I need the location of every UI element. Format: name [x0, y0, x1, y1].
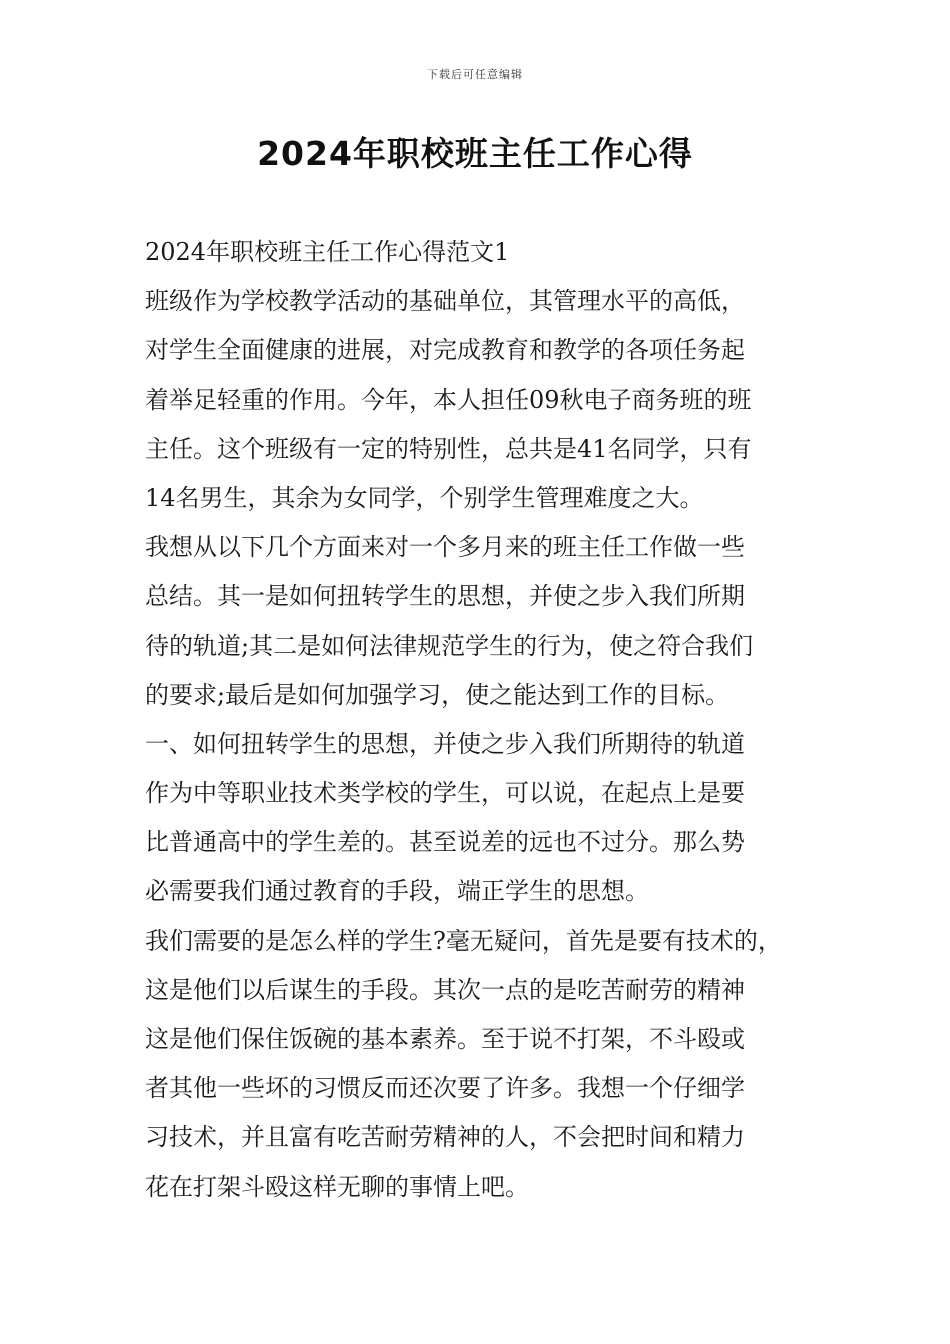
header-note: 下载后可任意编辑 [427, 68, 523, 81]
body-line: 班级作为学校教学活动的基础单位，其管理水平的高低， [145, 287, 745, 316]
body-line: 主任。这个班级有一定的特别性，总共是41名同学，只有 [145, 434, 752, 463]
body-line: 总结。其一是如何扭转学生的思想，并使之步入我们所期 [145, 582, 745, 611]
body-line: 我想从以下几个方面来对一个多月来的班主任工作做一些 [145, 533, 745, 562]
body-line: 这是他们以后谋生的手段。其次一点的是吃苦耐劳的精神 [145, 975, 745, 1004]
body-line: 着举足轻重的作用。今年，本人担任09秋电子商务班的班 [145, 385, 752, 414]
body-line: 这是他们保住饭碗的基本素养。至于说不打架，不斗殴或 [145, 1025, 745, 1053]
body-line: 花在打架斗殴这样无聊的事情上吧。 [145, 1172, 529, 1201]
body-line: 比普通高中的学生差的。甚至说差的远也不过分。那么势 [145, 828, 745, 857]
body-line: 必需要我们通过教育的手段，端正学生的思想。 [145, 877, 649, 906]
body-line: 对学生全面健康的进展，对完成教育和教学的各项任务起 [145, 336, 745, 365]
body-line: 我们需要的是怎么样的学生?毫无疑问，首先是要有技术的， [145, 926, 782, 955]
body-line: 待的轨道;其二是如何法律规范学生的行为，使之符合我们 [145, 631, 754, 660]
document-body [145, 228, 815, 1212]
body-line: 者其他一些坏的习惯反而还次要了许多。我想一个仔细学 [145, 1074, 745, 1103]
body-line: 14名男生，其余为女同学，个别学生管理难度之大。 [145, 483, 704, 512]
body-line: 习技术，并且富有吃苦耐劳精神的人，不会把时间和精力 [145, 1123, 745, 1152]
subsection-heading: 一、如何扭转学生的思想，并使之步入我们所期待的轨道 [145, 729, 745, 758]
document-title: 2024年职校班主任工作心得 [257, 134, 693, 173]
section-heading: 2024年职校班主任工作心得范文1 [145, 238, 510, 266]
body-line: 作为中等职业技术类学校的学生，可以说，在起点上是要 [145, 779, 745, 808]
body-line: 的要求;最后是如何加强学习，使之能达到工作的目标。 [145, 680, 730, 709]
